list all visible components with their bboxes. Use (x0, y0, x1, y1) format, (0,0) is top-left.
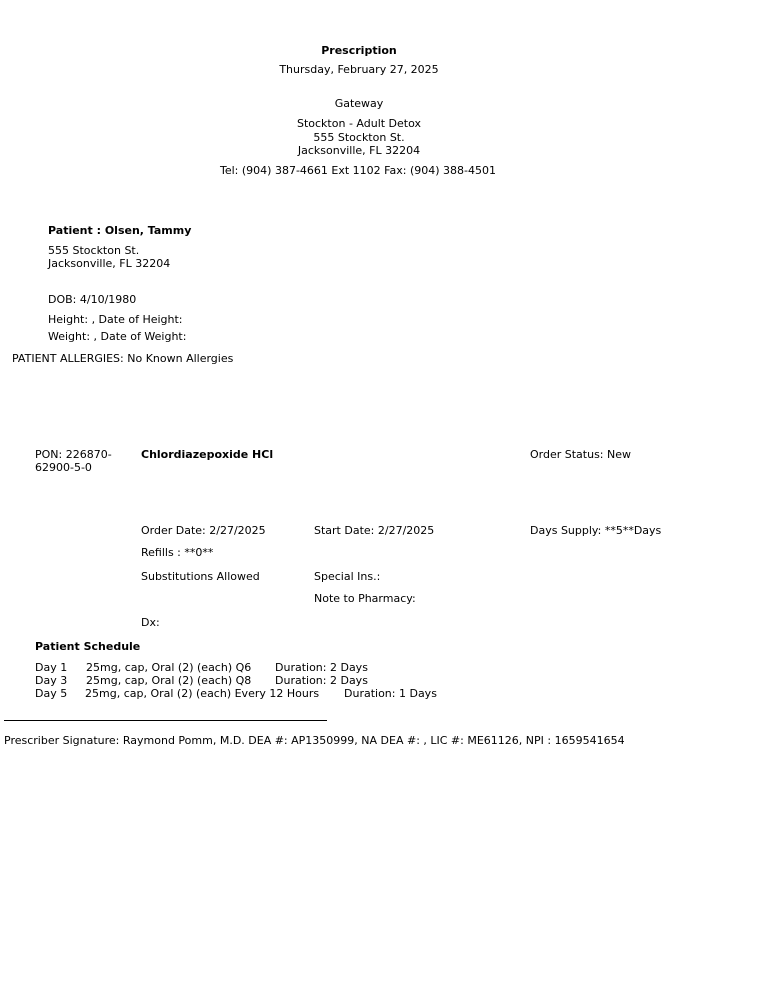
schedule-title: Patient Schedule (35, 640, 141, 653)
order-date: Order Date: 2/27/2025 (141, 524, 266, 537)
facility-address-line1: 555 Stockton St. (313, 131, 405, 144)
prescriber-signature: Prescriber Signature: Raymond Pomm, M.D. DEA #: AP1350999, NA DEA #: , LIC #: ME61126, NPI : 1659541654 (4, 734, 625, 747)
facility-address-line2: Jacksonville, FL 32204 (297, 144, 421, 157)
patient-weight: Weight: , Date of Weight: (48, 330, 187, 343)
schedule-dose: 25mg, cap, Oral (2) (each) Q6 (86, 661, 252, 674)
schedule-day: Day 1 (35, 661, 68, 674)
organization-name: Gateway (334, 97, 384, 110)
pon-line1: PON: 226870- (35, 448, 112, 461)
document-date: Thursday, February 27, 2025 (279, 63, 439, 76)
schedule-duration: Duration: 1 Days (344, 687, 437, 700)
refills: Refills : **0** (141, 546, 214, 559)
schedule-duration: Duration: 2 Days (275, 674, 368, 687)
schedule-duration: Duration: 2 Days (275, 661, 368, 674)
special-instructions: Special Ins.: (314, 570, 381, 583)
facility-contact: Tel: (904) 387-4661 Ext 1102 Fax: (904) 388-4501 (220, 164, 496, 177)
days-supply: Days Supply: **5**Days (530, 524, 662, 537)
pon-line2: 62900-5-0 (35, 461, 92, 474)
patient-allergies: PATIENT ALLERGIES: No Known Allergies (12, 352, 234, 365)
drug-name: Chlordiazepoxide HCl (141, 448, 274, 461)
schedule-day: Day 3 (35, 674, 68, 687)
patient-dob: DOB: 4/10/1980 (48, 293, 137, 306)
schedule-day: Day 5 (35, 687, 68, 700)
order-status: Order Status: New (530, 448, 632, 461)
patient-address-line2: Jacksonville, FL 32204 (48, 257, 171, 270)
schedule-dose: 25mg, cap, Oral (2) (each) Every 12 Hours (85, 687, 320, 700)
facility-name: Stockton - Adult Detox (296, 117, 422, 130)
note-to-pharmacy: Note to Pharmacy: (314, 592, 416, 605)
start-date: Start Date: 2/27/2025 (314, 524, 435, 537)
signature-rule (4, 720, 327, 721)
schedule-dose: 25mg, cap, Oral (2) (each) Q8 (86, 674, 252, 687)
substitutions: Substitutions Allowed (141, 570, 260, 583)
diagnosis: Dx: (141, 616, 160, 629)
document-title: Prescription (321, 44, 397, 57)
patient-address-line1: 555 Stockton St. (48, 244, 140, 257)
patient-name: Patient : Olsen, Tammy (48, 224, 192, 237)
patient-height: Height: , Date of Height: (48, 313, 183, 326)
